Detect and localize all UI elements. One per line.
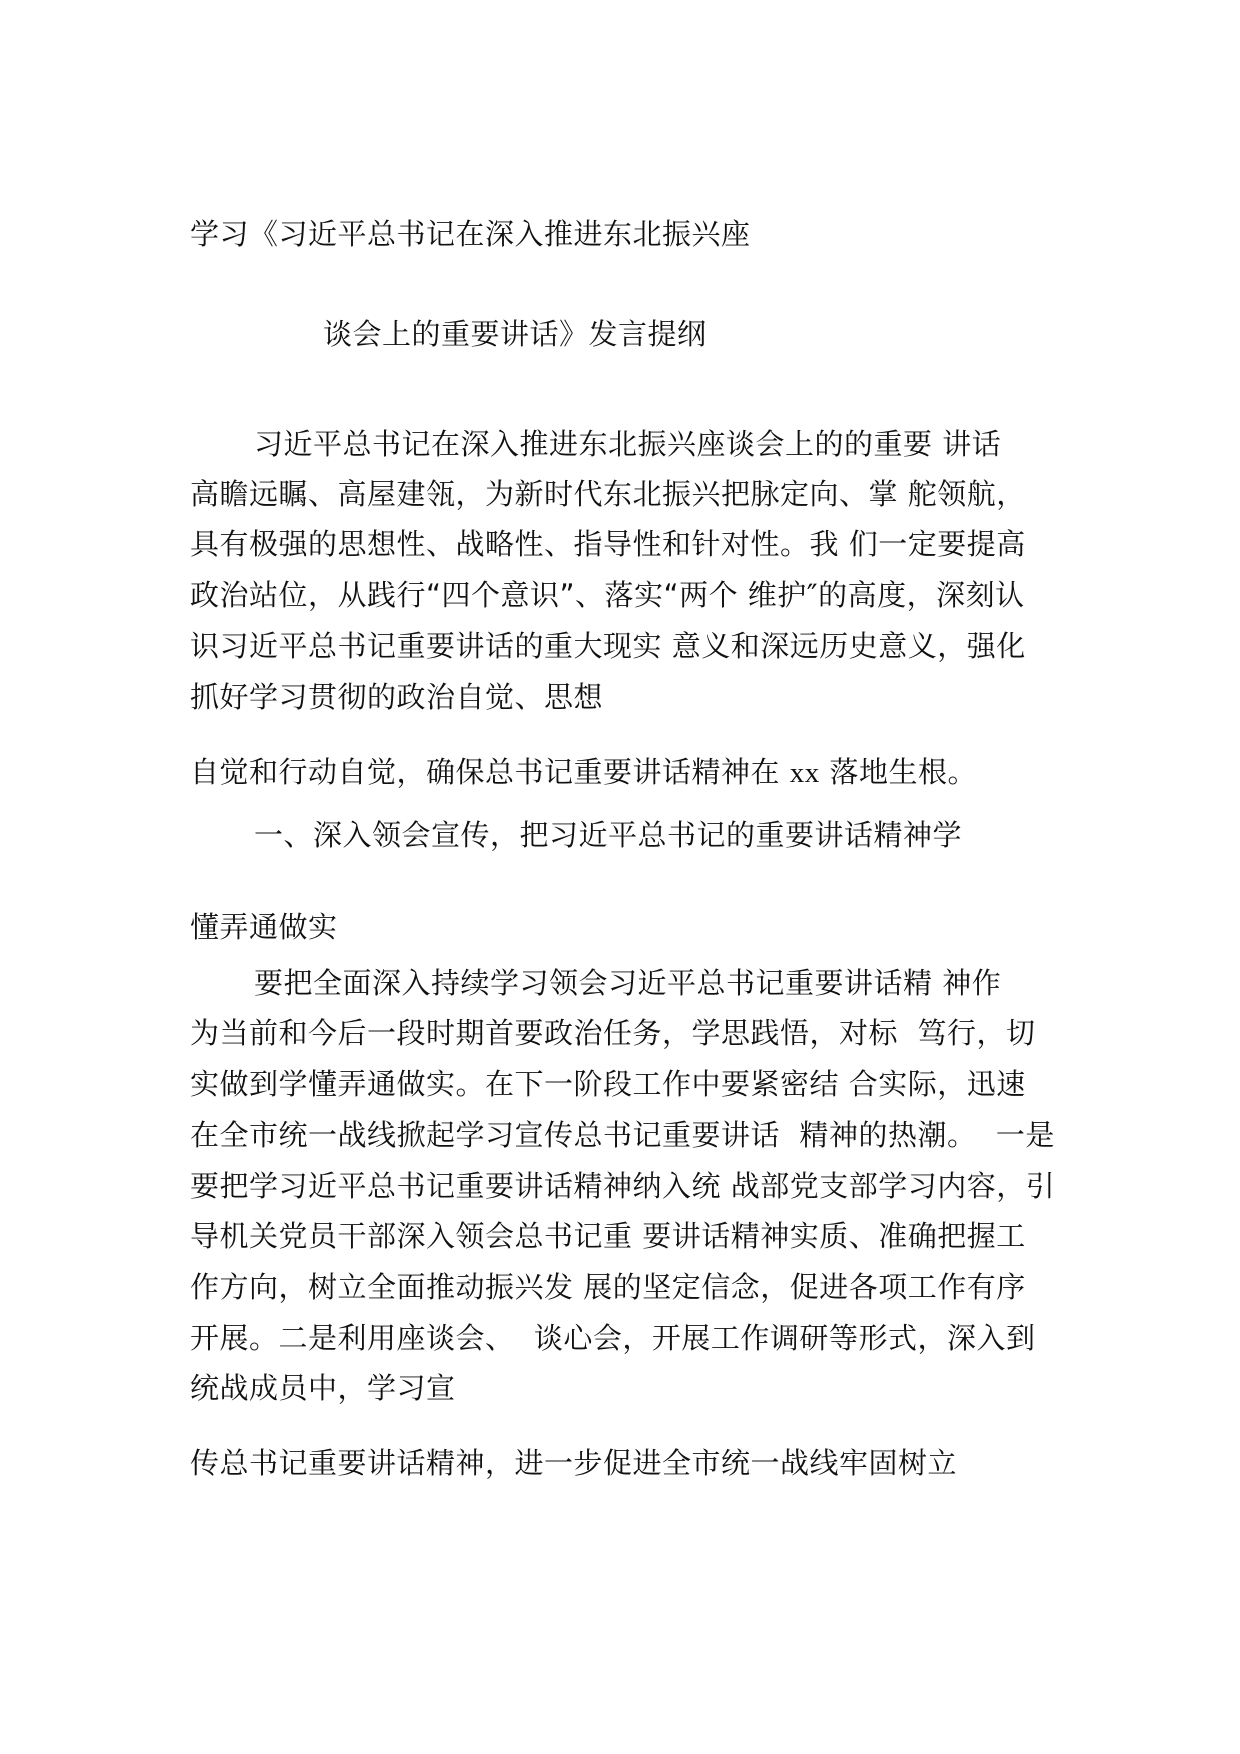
document-title-line-1: 学习《习近平总书记在深入推进东北振兴座 bbox=[190, 217, 751, 251]
paragraph-3-line: 作方向，树立全面推动振兴发 展的坚定信念，促进各项工作有序 bbox=[190, 1270, 1026, 1304]
paragraph-3-line: 开展。二是利用座谈会、 谈心会，开展工作调研等形式，深入到 bbox=[190, 1321, 1036, 1355]
paragraph-2-text-before: 自觉和行动自觉，确保总书记重要讲话精神在 bbox=[190, 755, 790, 789]
paragraph-1-line: 抓好学习贯彻的政治自觉、思想 bbox=[190, 680, 604, 714]
placeholder-code: xx bbox=[789, 757, 820, 789]
paragraph-2-text-after: 落地生根。 bbox=[819, 755, 977, 789]
paragraph-1-line: 具有极强的思想性、战略性、指导性和针对性。我 们一定要提高 bbox=[190, 527, 1026, 561]
paragraph-2-line bbox=[190, 752, 977, 793]
paragraph-1-line: 习近平总书记在深入推进东北振兴座谈会上的的重要 讲话 bbox=[254, 427, 1002, 461]
section-heading-1-line-2: 懂弄通做实 bbox=[190, 910, 338, 944]
paragraph-3-line: 要把学习近平总书记重要讲话精神纳入统 战部党支部学习内容，引 bbox=[190, 1169, 1056, 1203]
paragraph-3-line: 导机关党员干部深入领会总书记重 要讲话精神实质、准确把握工 bbox=[190, 1219, 1026, 1253]
paragraph-3-line: 统战成员中，学习宣 bbox=[190, 1371, 456, 1405]
paragraph-1-line: 政治站位，从践行“四个意识”、落实“两个 维护″的高度，深刻认 bbox=[190, 578, 1025, 612]
paragraph-4-line: 传总书记重要讲话精神，进一步促进全市统一战线牢固树立 bbox=[190, 1446, 958, 1480]
paragraph-3-line: 实做到学懂弄通做实。在下一阶段工作中要紧密结 合实际，迅速 bbox=[190, 1067, 1026, 1101]
paragraph-3-line: 要把全面深入持续学习领会习近平总书记重要讲话精 神作 bbox=[254, 966, 1002, 1000]
paragraph-1-line: 识习近平总书记重要讲话的重大现实 意义和深远历史意义，强化 bbox=[190, 629, 1026, 663]
paragraph-3-line: 在全市统一战线掀起学习宣传总书记重要讲话 精神的热潮。 一是 bbox=[190, 1118, 1055, 1152]
document-title-line-2: 谈会上的重要讲话》发言提纲 bbox=[323, 317, 707, 351]
paragraph-3-line: 为当前和今后一段时期首要政治任务，学思践悟，对标 笃行，切 bbox=[190, 1016, 1036, 1050]
paragraph-1-line: 高瞻远瞩、高屋建瓴，为新时代东北振兴把脉定向、掌 舵领航， bbox=[190, 477, 1026, 511]
section-heading-1-line-1: 一、深入领会宣传，把习近平总书记的重要讲话精神学 bbox=[254, 818, 963, 852]
